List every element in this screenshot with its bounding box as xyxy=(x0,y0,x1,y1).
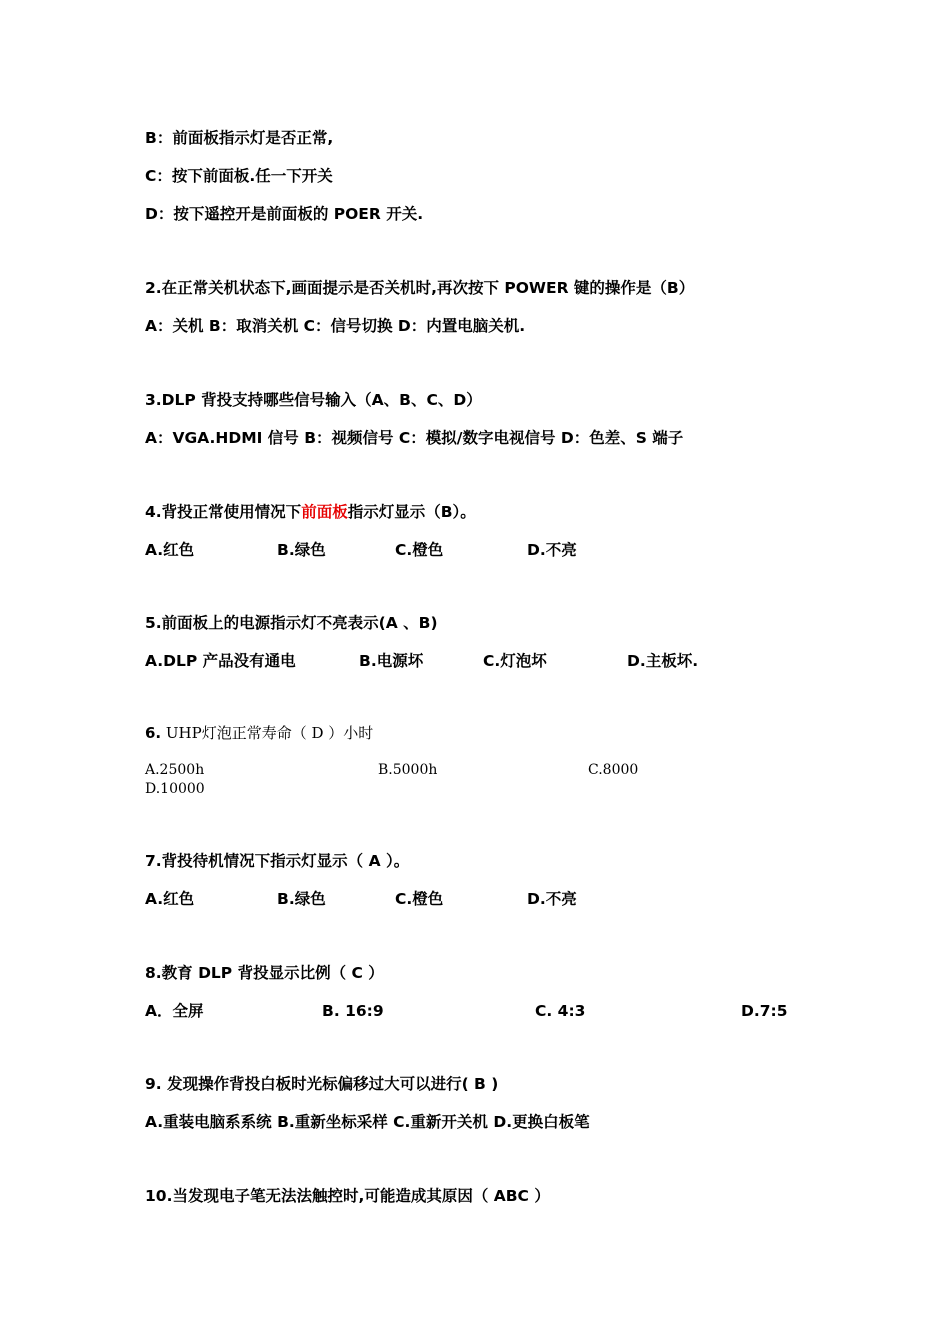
question-5-option-a: A.DLP 产品没有通电 xyxy=(145,652,296,670)
question-4 xyxy=(145,502,476,522)
question-9-options: A.重装电脑系系统 B.重新坐标采样 C.重新开关机 D.更换白板笔 xyxy=(145,1113,590,1131)
question-4-option-d: D.不亮 xyxy=(527,541,577,559)
question-6-option-c: C.8000 xyxy=(588,762,639,778)
question-5-option-d: D.主板坏. xyxy=(627,652,699,670)
question-8-option-d: D.7:5 xyxy=(741,1002,788,1020)
question-7-option-b: B.绿色 xyxy=(277,890,326,908)
question-3: 3.DLP 背投支持哪些信号输入（A、B、C、D） xyxy=(145,391,482,409)
question-5: 5.前面板上的电源指示灯不亮表示(A 、B) xyxy=(145,614,438,632)
question-2: 2.在正常关机状态下,画面提示是否关机时,再次按下 POWER 键的操作是（B） xyxy=(145,279,695,297)
question-4-option-c: C.橙色 xyxy=(395,541,444,559)
question-4-option-a: A.红色 xyxy=(145,541,195,559)
question-4-highlight: 前面板 xyxy=(301,503,348,521)
question-4-prefix: 4.背投正常使用情况下 xyxy=(145,503,302,521)
question-6-text: UHP灯泡正常寿命（ D ）小时 xyxy=(161,724,374,742)
question-2-options: A：关机 B：取消关机 C：信号切换 D：内置电脑关机. xyxy=(145,317,526,335)
question-6-option-d: D.10000 xyxy=(145,781,205,797)
question-8-option-c: C. 4:3 xyxy=(535,1002,586,1020)
question-3-options: A：VGA.HDMI 信号 B：视频信号 C：模拟/数字电视信号 D：色差、S 端子 xyxy=(145,429,684,447)
question-6-option-a: A.2500h xyxy=(145,762,205,778)
question-7-option-c: C.橙色 xyxy=(395,890,444,908)
question-9: 9. 发现操作背投白板时光标偏移过大可以进行( B ) xyxy=(145,1075,499,1093)
question-6-option-b: B.5000h xyxy=(378,762,438,778)
question-7: 7.背投待机情况下指示灯显示（ A ）。 xyxy=(145,852,410,870)
question-6-number: 6. xyxy=(145,724,162,742)
question-8: 8.教育 DLP 背投显示比例（ C ） xyxy=(145,964,384,982)
question-4-suffix: 指示灯显示（B）。 xyxy=(347,503,476,521)
option-b-line: B：前面板指示灯是否正常, xyxy=(145,129,334,147)
question-8-option-b: B. 16:9 xyxy=(322,1002,384,1020)
question-7-option-d: D.不亮 xyxy=(527,890,577,908)
question-7-option-a: A.红色 xyxy=(145,890,195,908)
option-d-line: D：按下遥控开是前面板的 POER 开关. xyxy=(145,205,424,223)
question-10: 10.当发现电子笔无法法触控时,可能造成其原因（ ABC ） xyxy=(145,1187,550,1205)
question-6 xyxy=(145,723,373,743)
question-8-option-a: A．全屏 xyxy=(145,1002,204,1020)
option-c-line: C：按下前面板.任一下开关 xyxy=(145,167,333,185)
question-5-option-c: C.灯泡坏 xyxy=(483,652,547,670)
question-4-option-b: B.绿色 xyxy=(277,541,326,559)
question-5-option-b: B.电源坏 xyxy=(359,652,424,670)
